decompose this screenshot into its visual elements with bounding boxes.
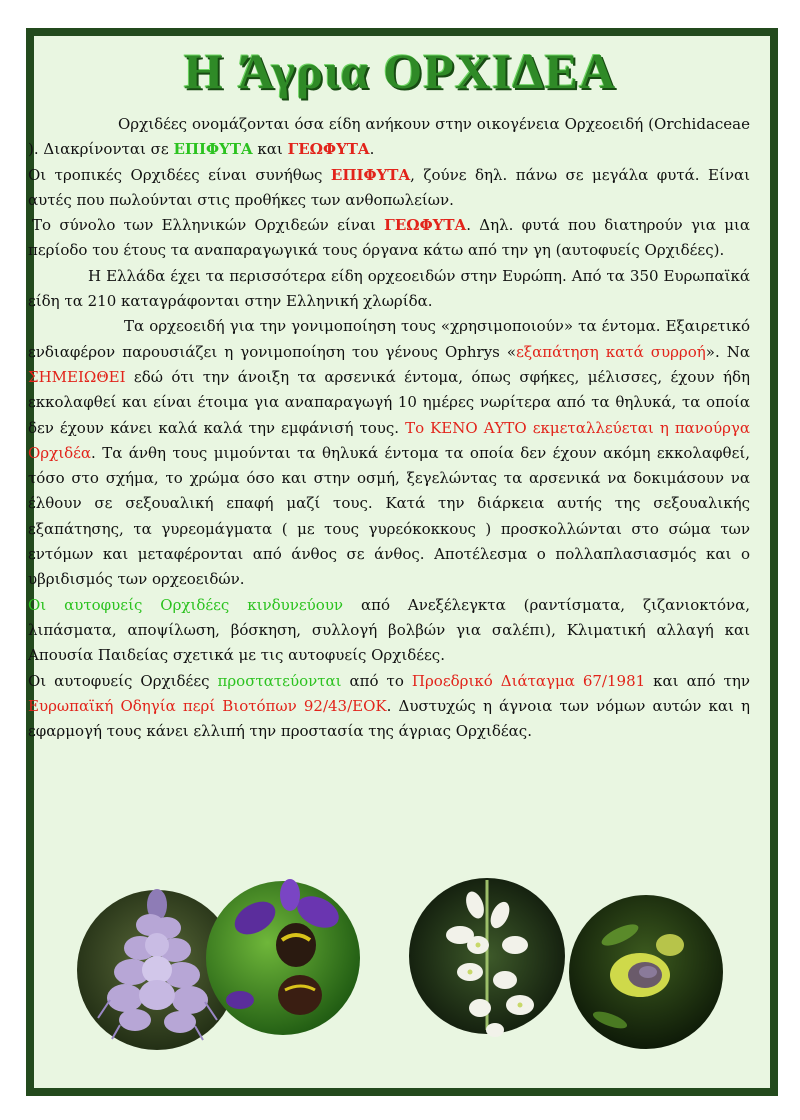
highlight-note: ΣΗΜΕΙΩΘΕΙ (28, 367, 126, 386)
highlight-endangered: Οι αυτοφυείς Ορχιδέες κινδυνεύουν (28, 595, 344, 614)
title-word-2: Άγρια (237, 43, 370, 99)
highlight-geophyta-red: ΓΕΩΦΥΤΑ (384, 216, 467, 235)
highlight-epiphyta: ΕΠΙΦΥΤΑ (173, 140, 253, 159)
article-body (28, 112, 750, 744)
title-word-3: ΟΡΧΙΔΕΑ (383, 43, 617, 99)
highlight-deception: εξαπάτηση κατά συρροή (516, 342, 706, 361)
paragraph-6: Οι αυτοφυείς Ορχιδέες κινδυνεύουν από Ανεξέλεγκτα (ραντίσματα, ζιζανιοκτόνα, λιπάσματα, αποψίλωση, βόσκηση, συλλογή βολβών για σαλέπι), Κλιματική αλλαγή και Απουσία Παιδείας σχετικά με τις αυτοφυείς Ορχιδέες. (28, 595, 750, 665)
highlight-geophyta: ΓΕΩΦΥΤΑ (287, 140, 370, 159)
highlight-directive: Ευρωπαϊκή Οδηγία περί Βιοτόπων 92/43/ΕΟΚ (28, 696, 387, 715)
paragraph-5: Τα ορχεοειδή για την γονιμοποίηση τους «χρησιμοποιούν» τα έντομα. Εξαιρετικό ενδιαφέρον παρουσιάζει η γονιμοποίηση του γένους Ophrys «εξαπάτηση κατά συρροή». Να ΣΗΜΕΙΩΘΕΙ εδώ ότι την άνοιξη τα αρσενικά έντομα, όπως σφήκες, μέλισσες, έχουν ήδη εκκολαφθεί και είναι έτοιμα για αναπαραγωγή 10 ημέρες νωρίτερα από τα θηλυκά, τα οποία δεν έχουν κάνει καλά καλά την εμφάνισή τους. Το ΚΕΝΟ ΑΥΤΟ εκμεταλλεύεται η πανούργα Ορχιδέα. Τα άνθη τους μιμούνται τα θηλυκά έντομα τα οποία δεν έχουν ακόμη εκκολαφθεί, τόσο στο σχήμα, το χρώμα όσο και στην οσμή, ξεγελώντας τα αρσενικά να δοκιμάσουν να έλθουν σε σεξουαλική επαφή μαζί τους. Κατά την διάρκεια αυτής της σεξουαλικής εξαπάτησης, τα γυρεομάγματα ( με τους γυρεόκοκκους ) προσκολλώνται στο σώμα των εντόμων και μεταφέρονται από άνθος σε άνθος. Αποτέλεσμα ο πολλαπλασιασμός και ο υβριδισμός των ορχεοειδών. (28, 317, 750, 589)
paragraph-3: Το σύνολο των Ελληνικών Ορχιδεών είναι ΓΕΩΦΥΤΑ. Δηλ. φυτά που διατηρούν για μια περίοδο του έτους τα αναπαραγωγικά τους όργανα κάτω από την γη (αυτοφυείς Ορχιδέες). (28, 216, 750, 260)
highlight-gap: Το ΚΕΝΟ ΑΥΤΟ εκμεταλλεύεται η πανούργα Ορχιδέα (28, 418, 750, 462)
highlight-protected: προστατεύονται (217, 671, 342, 690)
page-title (0, 42, 800, 100)
paragraph-1: Ορχιδέες ονομάζονται όσα είδη ανήκουν στην οικογένεια Ορχεοειδή (Orchidaceae ). Διακρίνονται σε ΕΠΙΦΥΤΑ και ΓΕΩΦΥΤΑ. (28, 115, 750, 159)
paragraph-4: Η Ελλάδα έχει τα περισσότερα είδη ορχεοειδών στην Ευρώπη. Από τα 350 Ευρωπαϊκά είδη τα 210 καταγράφονται στην Ελληνική χλωρίδα. (28, 266, 750, 311)
title-word-1: Η (183, 43, 224, 99)
highlight-decree: Προεδρικό Διάταγμα 67/1981 (411, 671, 646, 690)
highlight-epiphyta-red: ΕΠΙΦΥΤΑ (330, 165, 411, 184)
paragraph-7: Οι αυτοφυείς Ορχιδέες προστατεύονται από το Προεδρικό Διάταγμα 67/1981 και από την Ευρωπαϊκή Οδηγία περί Βιοτόπων 92/43/ΕΟΚ. Δυστυχώς η άγνοια των νόμων αυτών και η εφαρμογή τους κάνει ελλιπή την προστασία της άγριας Ορχιδέας. (28, 671, 751, 741)
paragraph-2: Οι τροπικές Ορχιδέες είναι συνήθως ΕΠΙΦΥΤΑ, ζούνε δηλ. πάνω σε μεγάλα φυτά. Είναι αυτές που πωλούνται στις προθήκες των ανθοπωλείων. (28, 165, 751, 209)
